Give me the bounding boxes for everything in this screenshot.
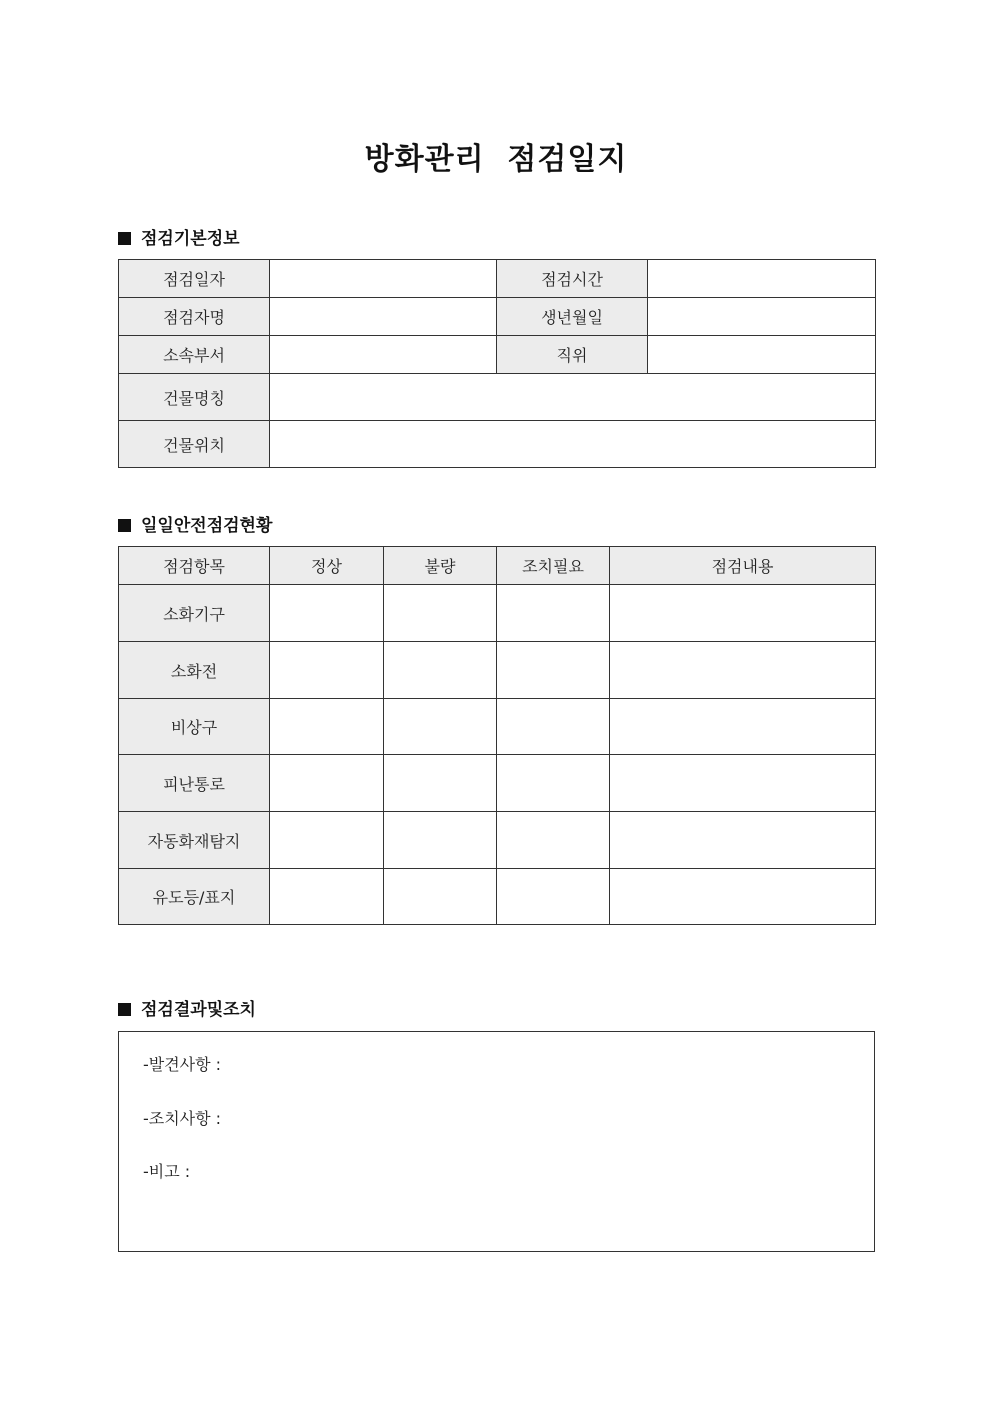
cell-details[interactable] — [610, 699, 876, 755]
cell-details[interactable] — [610, 755, 876, 812]
label-time: 점검시간 — [497, 260, 648, 298]
section-title: 점검결과및조치 — [141, 1000, 256, 1020]
cell-defect[interactable] — [384, 699, 497, 755]
section-title: 일일안전점검현황 — [141, 516, 273, 536]
section-heading-basic-info — [118, 224, 240, 249]
square-bullet-icon — [118, 1003, 131, 1016]
cell-defect[interactable] — [384, 585, 497, 642]
cell-action-needed[interactable] — [497, 812, 610, 869]
input-position[interactable] — [648, 336, 876, 374]
cell-normal[interactable] — [270, 812, 384, 869]
findings-line: -발견사항 : — [143, 1055, 222, 1074]
cell-action-needed[interactable] — [497, 642, 610, 699]
item-label: 자동화재탐지 — [119, 812, 270, 869]
cell-details[interactable] — [610, 642, 876, 699]
table-row — [119, 699, 876, 755]
actions-line: -조치사항 : — [143, 1109, 222, 1128]
cell-action-needed[interactable] — [497, 699, 610, 755]
table-row — [119, 585, 876, 642]
cell-normal[interactable] — [270, 869, 384, 925]
input-date[interactable] — [270, 260, 497, 298]
square-bullet-icon — [118, 232, 131, 245]
item-label: 소화전 — [119, 642, 270, 699]
column-header: 조치필요 — [497, 547, 610, 585]
label-building-name: 건물명칭 — [119, 374, 270, 421]
cell-details[interactable] — [610, 812, 876, 869]
label-department: 소속부서 — [119, 336, 270, 374]
section-heading-result — [118, 995, 256, 1020]
page-title: 방화관리 점검일지 — [364, 142, 628, 177]
cell-normal[interactable] — [270, 642, 384, 699]
input-inspector[interactable] — [270, 298, 497, 336]
cell-normal[interactable] — [270, 585, 384, 642]
cell-defect[interactable] — [384, 755, 497, 812]
input-department[interactable] — [270, 336, 497, 374]
section-heading-daily-check — [118, 511, 272, 536]
input-building-name[interactable] — [270, 374, 876, 421]
cell-details[interactable] — [610, 869, 876, 925]
square-bullet-icon — [118, 519, 131, 532]
column-header: 불량 — [384, 547, 497, 585]
label-position: 직위 — [497, 336, 648, 374]
item-label: 소화기구 — [119, 585, 270, 642]
column-header: 정상 — [270, 547, 384, 585]
label-building-location: 건물위치 — [119, 421, 270, 468]
basic-info-table — [118, 259, 876, 468]
cell-defect[interactable] — [384, 812, 497, 869]
item-label: 비상구 — [119, 699, 270, 755]
table-row — [119, 642, 876, 699]
cell-action-needed[interactable] — [497, 869, 610, 925]
input-birth[interactable] — [648, 298, 876, 336]
table-row — [119, 869, 876, 925]
column-header: 점검항목 — [119, 547, 270, 585]
cell-action-needed[interactable] — [497, 585, 610, 642]
cell-action-needed[interactable] — [497, 755, 610, 812]
cell-defect[interactable] — [384, 869, 497, 925]
remarks-line: -비고 : — [143, 1162, 191, 1181]
daily-check-table — [118, 546, 876, 925]
label-date: 점검일자 — [119, 260, 270, 298]
section-title: 점검기본정보 — [141, 229, 240, 249]
input-building-location[interactable] — [270, 421, 876, 468]
cell-normal[interactable] — [270, 699, 384, 755]
item-label: 유도등/표지 — [119, 869, 270, 925]
table-row — [119, 755, 876, 812]
input-time[interactable] — [648, 260, 876, 298]
cell-normal[interactable] — [270, 755, 384, 812]
item-label: 피난통로 — [119, 755, 270, 812]
label-inspector: 점검자명 — [119, 298, 270, 336]
column-header: 점검내용 — [610, 547, 876, 585]
result-box[interactable] — [118, 1031, 875, 1252]
cell-defect[interactable] — [384, 642, 497, 699]
label-birth: 생년월일 — [497, 298, 648, 336]
table-row — [119, 812, 876, 869]
cell-details[interactable] — [610, 585, 876, 642]
